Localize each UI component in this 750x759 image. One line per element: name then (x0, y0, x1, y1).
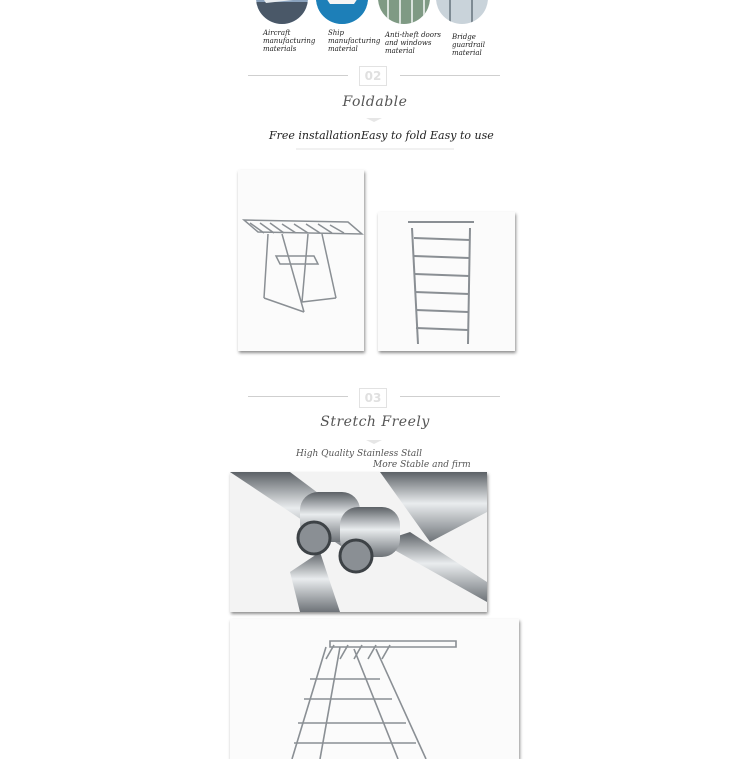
section-divider-left (248, 396, 348, 397)
section-title: Foldable (342, 94, 408, 110)
section-divider-left (248, 75, 348, 76)
rack-full-photo (230, 619, 519, 759)
section-divider-right (400, 75, 500, 76)
feature-easy-to-use: Easy to use (430, 129, 494, 142)
ship-photo-icon (316, 0, 368, 24)
chevron-down-icon (366, 440, 382, 444)
rack-folded-photo (378, 212, 515, 351)
app-label-windows: Anti-theft doors and windows material (385, 31, 441, 55)
subtitle-line-2: More Stable and firm (373, 460, 471, 470)
section-number: 02 (359, 66, 387, 86)
window-photo-icon (378, 0, 430, 24)
subtitle-line-1: High Quality Stainless Stall (296, 449, 423, 459)
rack-open-photo (238, 170, 364, 351)
chevron-down-icon (366, 118, 382, 122)
faint-text-strip (296, 148, 454, 150)
app-label-ship: Ship manufacturing material (328, 29, 381, 53)
bridge-photo-icon (436, 0, 488, 24)
section-divider-right (400, 396, 500, 397)
app-label-aircraft: Aircraft manufacturing materials (263, 29, 316, 53)
feature-easy-to-fold: Easy to fold (361, 129, 427, 142)
section-number: 03 (359, 388, 387, 408)
section-title: Stretch Freely (320, 414, 430, 430)
joint-closeup-photo (230, 472, 487, 612)
feature-free-installation: Free installation (269, 129, 361, 142)
aircraft-photo-icon (256, 0, 308, 24)
app-label-bridge: Bridge guardrail material (452, 33, 485, 57)
